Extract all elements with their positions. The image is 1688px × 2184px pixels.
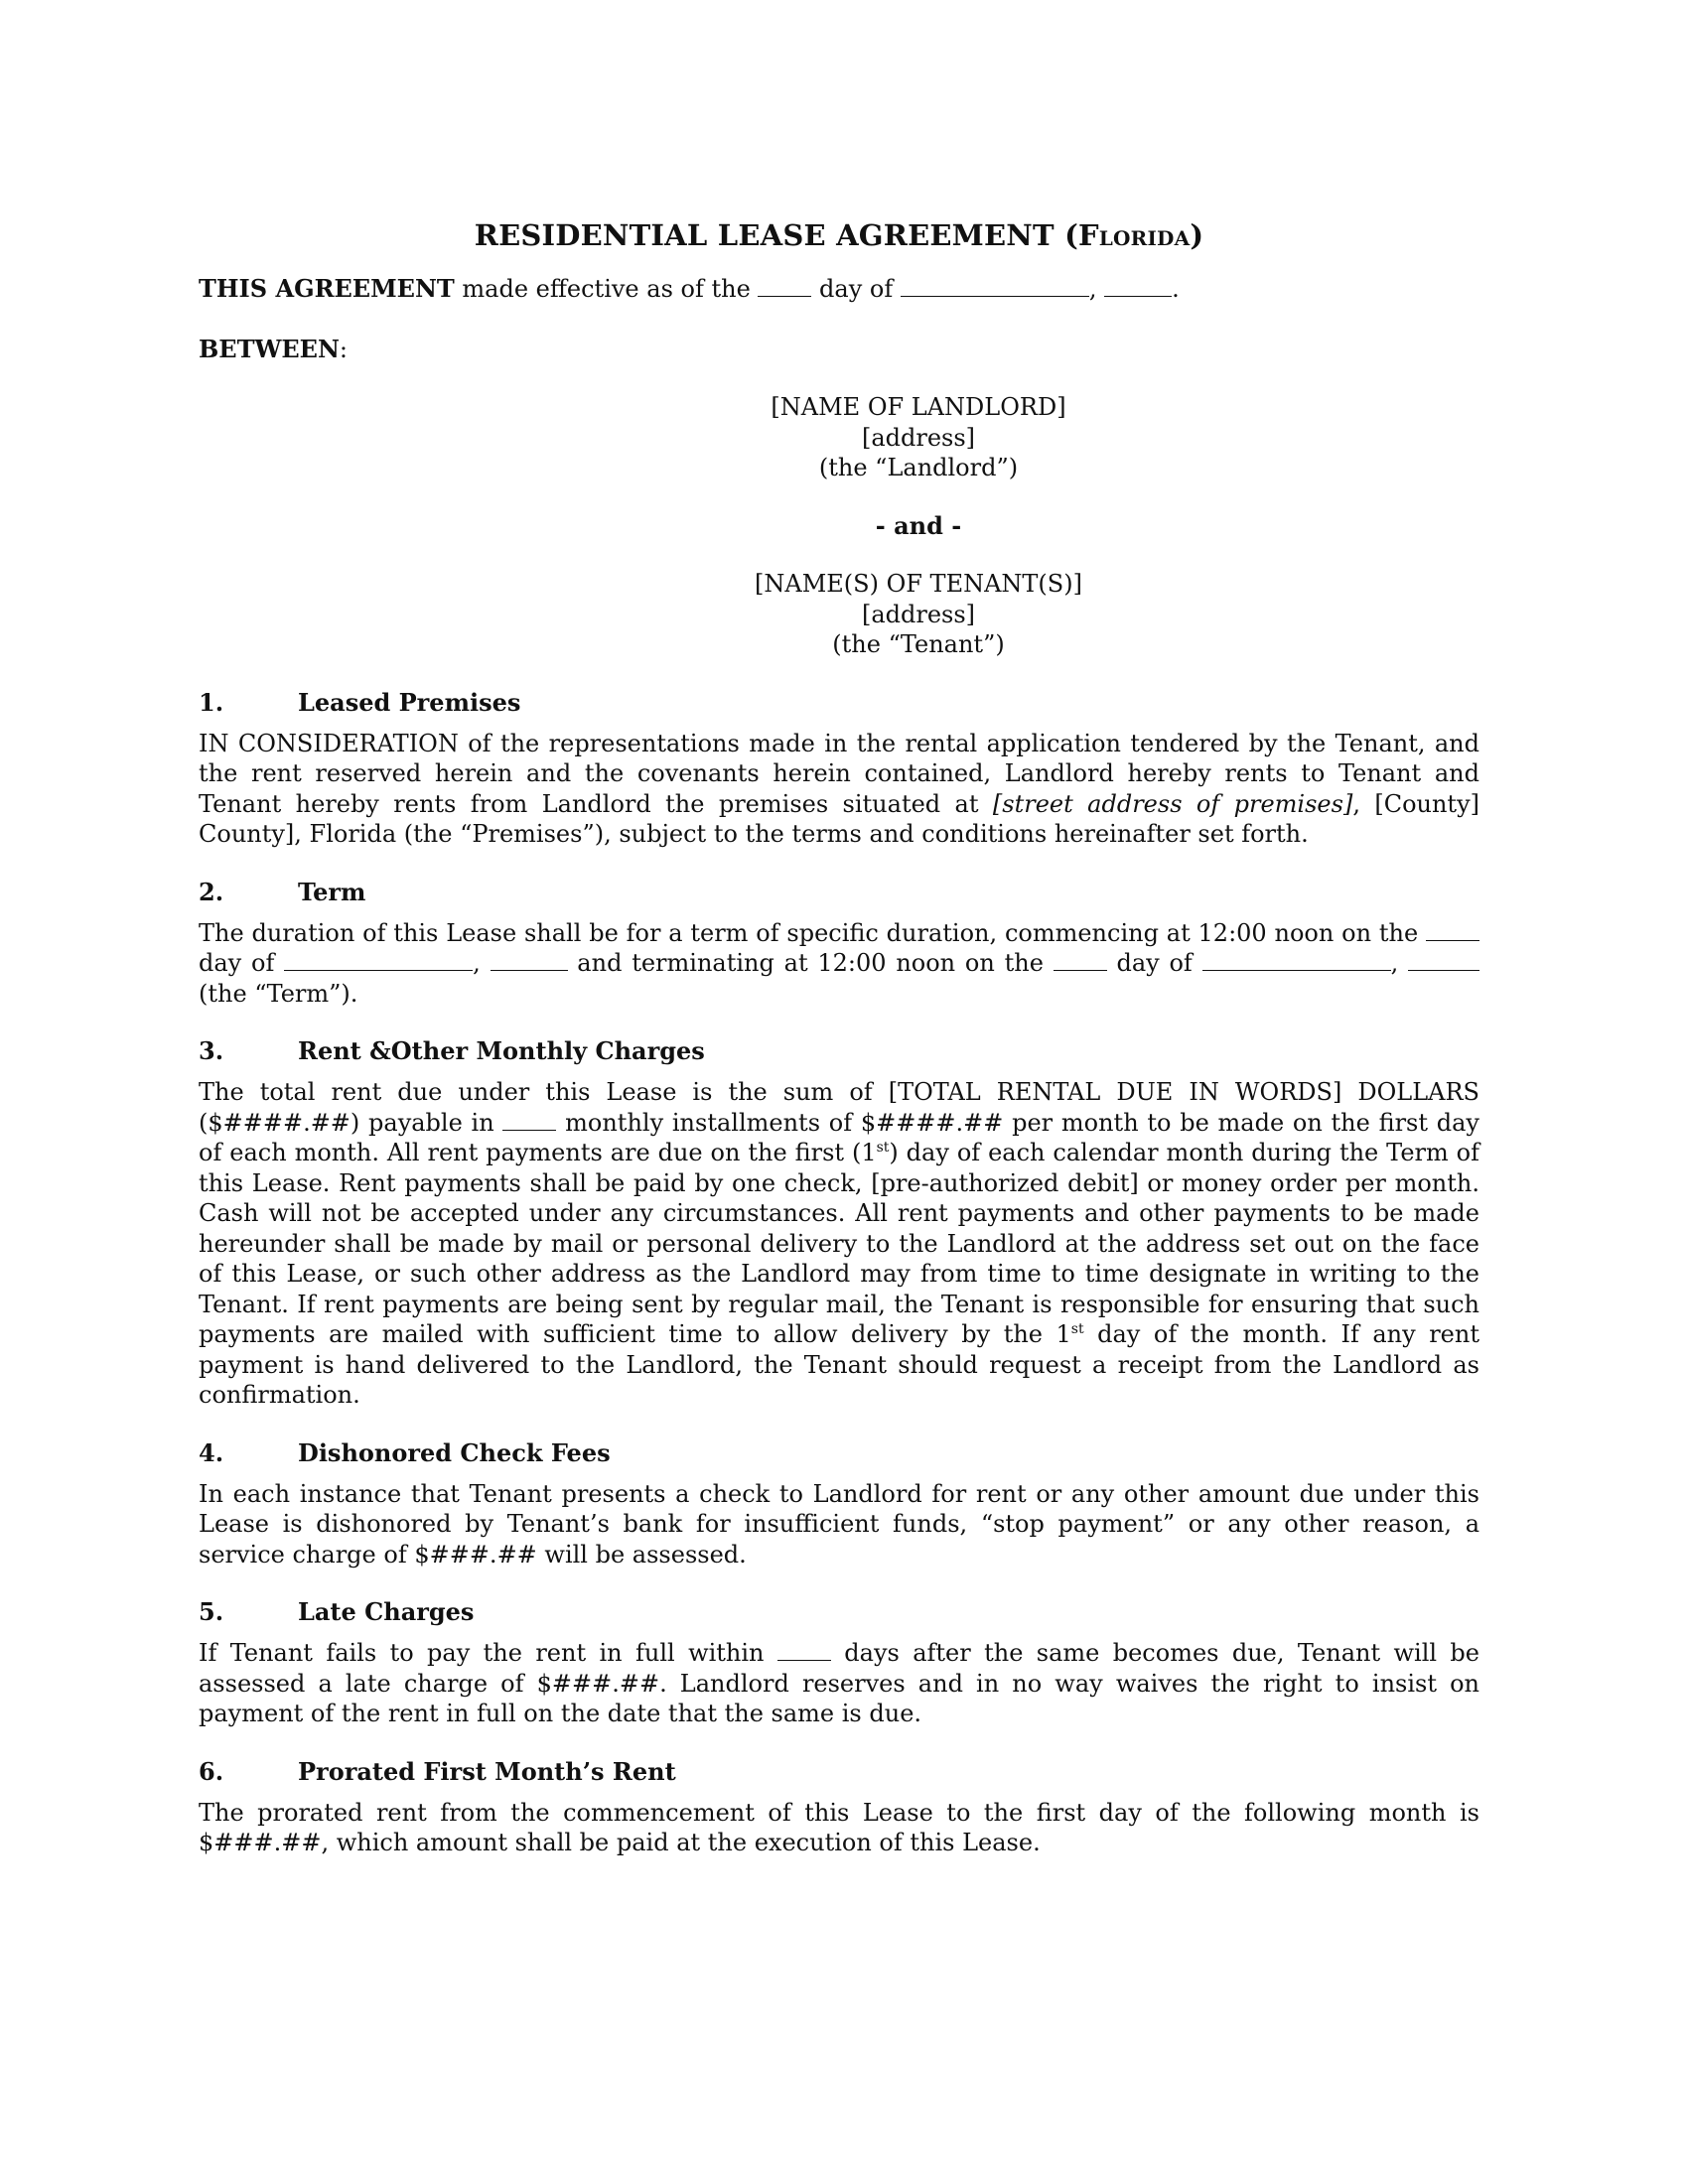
between-label: BETWEEN — [199, 334, 340, 363]
section-1-body — [199, 729, 1479, 850]
tenant-address: [address] — [861, 600, 976, 628]
body-text: day of the month. If any rent payment is hand delivered to the Landlord, the Tenant should request a receipt from the Landlord as confirmation. — [199, 1320, 1479, 1409]
title-close: ) — [1190, 218, 1204, 252]
section-number: 6. — [199, 1756, 224, 1786]
year-blank — [1104, 276, 1172, 297]
section-number: 3. — [199, 1036, 224, 1065]
premises-placeholder: [street address of premises] — [992, 789, 1353, 818]
intro-text: day of — [811, 275, 901, 303]
day-blank — [1426, 920, 1479, 941]
section-2-heading — [199, 878, 1479, 906]
tenant-name: [NAME(S) OF TENANT(S)] — [755, 570, 1082, 598]
section-6-heading — [199, 1757, 1479, 1786]
section-2-body — [199, 918, 1479, 1010]
body-text: day of — [1106, 949, 1202, 977]
body-text: The duration of this Lease shall be for a term of specific duration, commencing at 12:00 noon on the — [199, 918, 1426, 947]
landlord-address: [address] — [861, 423, 976, 452]
ordinal-suffix: st — [876, 1140, 890, 1156]
document-page — [199, 218, 1479, 1858]
section-1-heading — [199, 688, 1479, 717]
section-4-body — [199, 1479, 1479, 1570]
section-number: 1. — [199, 687, 224, 717]
document-title — [199, 218, 1479, 252]
body-text: days after the same becomes due, Tenant will be assessed a late charge of $###.##. Landlord reserves and in no way waives the right to insist on payment of the rent in full on the date that the same is due. — [199, 1639, 1479, 1727]
section-title: Prorated First Month’s Rent — [298, 1756, 676, 1786]
body-text: , — [473, 949, 491, 977]
day-blank — [758, 276, 811, 297]
body-text: If Tenant fails to pay the rent in full within — [199, 1639, 777, 1667]
day-blank — [1054, 950, 1107, 971]
body-text: In each instance that Tenant presents a check to Landlord for rent or any other amount due under this Lease is dishonored by Tenant’s bank for insufficient funds, “stop payment” or any other reason, a service charge of $###.## will be assessed. — [199, 1479, 1479, 1569]
tenant-role: (the “Tenant”) — [832, 630, 1005, 658]
body-text: , [County] County], Florida (the “Premises”), subject to the terms and conditions hereinafter set forth. — [199, 789, 1479, 848]
body-text: The total rent due under this Lease is the sum of [TOTAL RENTAL DUE IN WORDS] DOLLARS ($####.##) payable in — [199, 1078, 1479, 1137]
month-blank — [284, 950, 473, 971]
body-text: ) day of each calendar month during the Term of this Lease. Rent payments shall be paid by one check, [pre-authorized debit] or money order per month. Cash will not be accepted under any circumstances. All rent payments and other payments to be made hereunder shall be made by mail or personal delivery to the Landlord at the address set out on the face of this Lease, or such other address as the Landlord may from time to time designate in writing to the Tenant. If rent payments are being sent by regular mail, the Tenant is responsible for ensuring that such payments are mailed with sufficient time to allow delivery by the 1 — [199, 1139, 1479, 1348]
between-line — [199, 335, 1479, 365]
body-text: IN CONSIDERATION of the representations made in the rental application tendered by the Tenant, and the rent reserved herein and the covenants herein contained, Landlord hereby rents to Tenant and Tenant hereby rents from Landlord the premises situated at — [199, 729, 1479, 818]
and-separator: - and - — [875, 510, 962, 540]
month-blank — [901, 276, 1089, 297]
ordinal-suffix: st — [1070, 1321, 1084, 1337]
landlord-name: [NAME OF LANDLORD] — [771, 393, 1066, 421]
section-3-heading — [199, 1036, 1479, 1065]
title-state: Florida — [1078, 218, 1191, 252]
title-main: RESIDENTIAL LEASE AGREEMENT ( — [474, 218, 1078, 252]
month-blank — [1202, 950, 1391, 971]
installments-blank — [502, 1110, 556, 1131]
section-3-body — [199, 1077, 1479, 1411]
body-text: , — [1390, 949, 1408, 977]
body-text: (the “Term”). — [199, 979, 358, 1008]
section-title: Term — [298, 877, 366, 906]
section-title: Late Charges — [298, 1597, 475, 1626]
section-5-body — [199, 1638, 1479, 1729]
days-blank — [777, 1640, 831, 1661]
section-5-heading — [199, 1597, 1479, 1626]
intro-text: , — [1088, 275, 1105, 303]
section-title: Dishonored Check Fees — [298, 1437, 611, 1467]
landlord-role: (the “Landlord”) — [818, 454, 1019, 481]
body-text: monthly installments of $####.## per month to be made on the first day of each month. All rent payments are due on the first (1 — [199, 1108, 1479, 1166]
intro-lead: THIS AGREEMENT — [199, 274, 455, 303]
section-4-heading — [199, 1438, 1479, 1467]
year-blank — [1408, 950, 1479, 971]
intro-text: made effective as of the — [454, 275, 759, 303]
section-6-body — [199, 1798, 1479, 1858]
section-number: 4. — [199, 1437, 224, 1467]
landlord-block — [199, 392, 1479, 483]
intro-line — [199, 274, 1479, 305]
section-number: 5. — [199, 1597, 224, 1626]
intro-text: . — [1172, 275, 1180, 303]
between-colon: : — [339, 335, 349, 363]
year-blank — [491, 950, 568, 971]
section-title: Rent &Other Monthly Charges — [298, 1036, 705, 1065]
section-title: Leased Premises — [298, 687, 521, 717]
body-text: The prorated rent from the commencement of this Lease to the first day of the following month is $###.##, which amount shall be paid at the execution of this Lease. — [199, 1798, 1479, 1856]
body-text: and terminating at 12:00 noon on the — [567, 949, 1054, 977]
body-text: day of — [199, 949, 285, 977]
section-number: 2. — [199, 877, 224, 906]
tenant-block — [199, 569, 1479, 660]
